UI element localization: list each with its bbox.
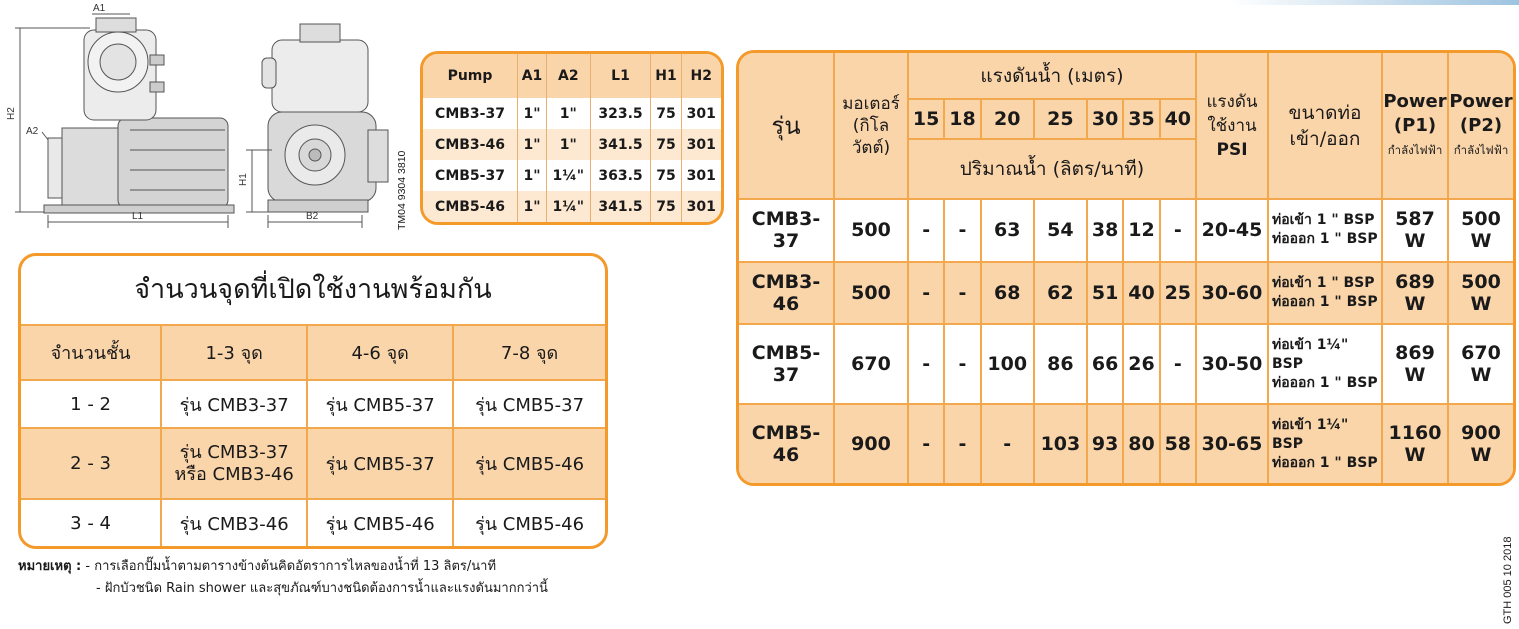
conc-cell: รุ่น CMB5-37 (453, 380, 605, 428)
spec-motor: 500 (834, 199, 908, 262)
table-row (739, 404, 1513, 483)
dims-cell: 75 (651, 191, 681, 222)
spec-motor: 900 (834, 404, 908, 483)
spec-pipe (1268, 199, 1382, 262)
spec-model: CMB5-46 (739, 404, 834, 483)
table-row (423, 191, 721, 222)
pipe-in: ท่อเข้า 1 " BSP (1272, 212, 1375, 229)
p2-header-line: กำลังไฟฟ้า (1453, 142, 1509, 157)
table-row (21, 380, 605, 428)
spec-flow: 38 (1087, 199, 1123, 262)
label-a1: A1 (93, 3, 106, 14)
pipe-in: ท่อเข้า 1¼" BSP (1272, 336, 1349, 372)
table-row (739, 262, 1513, 325)
table-row (423, 129, 721, 160)
spec-header-p2 (1448, 53, 1513, 199)
footnote (18, 556, 548, 600)
dims-cell: 1" (518, 98, 547, 129)
spec-pipe (1268, 262, 1382, 325)
pressure-25: 25 (1034, 99, 1087, 139)
pipe-out: ท่อออก 1 " BSP (1272, 454, 1378, 471)
conc-cell: รุ่น CMB5-46 (307, 499, 453, 546)
conc-cell: 3 - 4 (21, 499, 161, 546)
spec-flow: 62 (1034, 262, 1087, 325)
dims-cell: 301 (686, 105, 716, 122)
spec-flow: 100 (981, 324, 1034, 404)
spec-p2: 670 W (1448, 324, 1513, 404)
spec-header-pressure: แรงดันน้ำ (เมตร) (908, 53, 1196, 99)
spec-flow: - (944, 262, 980, 325)
dims-header: A2 (546, 54, 590, 98)
concurrent-title: จำนวนจุดที่เปิดใช้งานพร้อมกัน (134, 274, 492, 305)
label-h1: H1 (238, 173, 249, 186)
spec-flow: 40 (1123, 262, 1159, 325)
note-line-2: - ฝักบัวชนิด Rain shower และสุขภัณฑ์บางชนิดต้องการน้ำและแรงดันมากกว่านี้ (96, 581, 548, 596)
spec-flow: - (908, 324, 944, 404)
table-row (739, 324, 1513, 404)
conc-header: 4-6 จุด (307, 325, 453, 380)
label-b2: B2 (306, 211, 319, 222)
conc-cell: รุ่น CMB3-37 (161, 380, 307, 428)
conc-cell: รุ่น CMB5-37 (307, 380, 453, 428)
pressure-20: 20 (981, 99, 1034, 139)
psi-header-line: แรงดัน (1206, 91, 1258, 112)
dimensions-table (420, 51, 724, 225)
spec-motor: 670 (834, 324, 908, 404)
spec-flow: - (981, 404, 1034, 483)
pipe-in: ท่อเข้า 1¼" BSP (1272, 416, 1349, 452)
spec-flow: - (944, 324, 980, 404)
p1-header-line: Power (1383, 90, 1447, 112)
spec-header-pipe (1268, 53, 1382, 199)
conc-cell: รุ่น CMB5-46 (453, 499, 605, 546)
dims-cell: 301 (686, 167, 716, 184)
pump-dimension-drawing (0, 0, 420, 240)
p2-header-line: Power (1449, 90, 1513, 112)
spec-p2: 500 W (1448, 199, 1513, 262)
dims-cell: 341.5 (590, 129, 651, 160)
spec-flow: - (1160, 199, 1196, 262)
spec-flow: 63 (981, 199, 1034, 262)
spec-psi: 30-65 (1196, 404, 1268, 483)
pressure-18: 18 (944, 99, 980, 139)
table-row (21, 428, 605, 499)
label-l1: L1 (132, 211, 144, 222)
spec-flow: 68 (981, 262, 1034, 325)
spec-model: CMB3-46 (739, 262, 834, 325)
spec-psi: 20-45 (1196, 199, 1268, 262)
spec-header-motor (834, 53, 908, 199)
dims-cell: 75 (651, 98, 681, 129)
label-h2: H2 (6, 107, 17, 120)
spec-header-psi (1196, 53, 1268, 199)
dims-header: H2 (681, 54, 721, 98)
spec-p1: 587 W (1382, 199, 1448, 262)
spec-pipe (1268, 324, 1382, 404)
conc-header: 1-3 จุด (161, 325, 307, 380)
spec-flow: 86 (1034, 324, 1087, 404)
dims-cell: 363.5 (590, 160, 651, 191)
pipe-out: ท่อออก 1 " BSP (1272, 293, 1378, 310)
concurrent-usage-table (18, 253, 608, 549)
dims-cell: 1¼" (546, 160, 590, 191)
motor-header-line: มอเตอร์ (842, 93, 900, 114)
psi-header-line: ใช้งาน (1207, 115, 1257, 136)
spec-header-flow: ปริมาณน้ำ (ลิตร/นาที) (908, 139, 1196, 199)
dims-cell: 75 (651, 160, 681, 191)
table-row (423, 160, 721, 191)
spec-flow: - (944, 404, 980, 483)
pipe-header-line: ขนาดท่อ (1288, 101, 1362, 124)
spec-flow: - (944, 199, 980, 262)
pump-spec-table (736, 50, 1516, 486)
dims-cell: 301 (681, 191, 721, 222)
spec-flow: 12 (1123, 199, 1159, 262)
spec-flow: 103 (1034, 404, 1087, 483)
spec-motor: 500 (834, 262, 908, 325)
spec-header-p1 (1382, 53, 1448, 199)
spec-model: CMB3-37 (739, 199, 834, 262)
spec-flow: 66 (1087, 324, 1123, 404)
table-row (739, 199, 1513, 262)
spec-flow: - (1160, 324, 1196, 404)
pipe-out: ท่อออก 1 " BSP (1272, 231, 1378, 248)
table-row (423, 98, 721, 129)
top-decorative-line (1230, 0, 1519, 5)
dims-cell: CMB3-46 (423, 129, 518, 160)
spec-flow: - (908, 404, 944, 483)
spec-model: CMB5-37 (739, 324, 834, 404)
spec-p1: 689 W (1382, 262, 1448, 325)
p2-header-line: (P2) (1459, 114, 1503, 136)
dims-header: Pump (423, 54, 518, 98)
dims-cell: 1" (546, 98, 590, 129)
conc-header: จำนวนชั้น (21, 325, 161, 380)
pipe-header-line: เข้า/ออก (1289, 127, 1361, 150)
p1-header-line: (P1) (1393, 114, 1437, 136)
dims-cell: 1" (518, 191, 547, 222)
spec-flow: 25 (1160, 262, 1196, 325)
pipe-out: ท่อออก 1 " BSP (1272, 374, 1378, 391)
dims-cell: 1" (546, 129, 590, 160)
dims-header: H1 (651, 54, 681, 98)
spec-flow: 93 (1087, 404, 1123, 483)
dims-header: A1 (518, 54, 547, 98)
pressure-30: 30 (1087, 99, 1123, 139)
spec-p2: 900 W (1448, 404, 1513, 483)
psi-header-line: PSI (1216, 139, 1248, 160)
pipe-in: ท่อเข้า 1 " BSP (1272, 274, 1375, 291)
spec-flow: 54 (1034, 199, 1087, 262)
dims-cell: 1" (518, 160, 547, 191)
conc-header: 7-8 จุด (453, 325, 605, 380)
conc-cell: รุ่น CMB5-37 (307, 428, 453, 499)
dims-cell: 341.5 (590, 191, 651, 222)
spec-psi: 30-60 (1196, 262, 1268, 325)
dims-cell: 323.5 (590, 98, 651, 129)
spec-flow: 58 (1160, 404, 1196, 483)
spec-psi: 30-50 (1196, 324, 1268, 404)
spec-flow: - (908, 199, 944, 262)
note-label: หมายเหตุ : (18, 559, 82, 574)
label-a2: A2 (26, 126, 39, 137)
dims-cell: CMB5-46 (423, 191, 518, 222)
motor-header-line: (กิโลวัตต์) (851, 115, 891, 158)
spec-p2: 500 W (1448, 262, 1513, 325)
conc-cell: รุ่น CMB5-46 (453, 428, 605, 499)
spec-flow: 51 (1087, 262, 1123, 325)
p1-header-line: กำลังไฟฟ้า (1387, 142, 1443, 157)
dims-cell: CMB3-37 (423, 98, 518, 129)
spec-pipe (1268, 404, 1382, 483)
dims-header: L1 (590, 54, 651, 98)
footer-code: GTH 005 10 2018 (1502, 536, 1514, 624)
table-row (21, 499, 605, 546)
dims-cell: CMB5-37 (423, 160, 518, 191)
dims-cell: 1" (518, 129, 547, 160)
spec-p1: 869 W (1382, 324, 1448, 404)
spec-header-model: รุ่น (739, 53, 834, 199)
spec-flow: - (908, 262, 944, 325)
drawing-code: TM04 9304 3810 (396, 150, 408, 230)
dims-cell: 301 (681, 129, 721, 160)
dims-cell: 1¼" (546, 191, 590, 222)
pressure-35: 35 (1123, 99, 1159, 139)
spec-flow: 80 (1123, 404, 1159, 483)
spec-p1: 1160 W (1382, 404, 1448, 483)
note-line-1: - การเลือกปั๊มน้ำตามตารางข้างต้นคิดอัตราการไหลของน้ำที่ 13 ลิตร/นาที (85, 559, 497, 574)
pressure-15: 15 (908, 99, 944, 139)
pressure-40: 40 (1160, 99, 1196, 139)
spec-flow: 26 (1123, 324, 1159, 404)
conc-cell: 1 - 2 (21, 380, 161, 428)
conc-cell: รุ่น CMB3-37 หรือ CMB3-46 (161, 428, 307, 499)
conc-cell: 2 - 3 (21, 428, 161, 499)
conc-cell: รุ่น CMB3-46 (161, 499, 307, 546)
dims-cell: 75 (651, 129, 681, 160)
